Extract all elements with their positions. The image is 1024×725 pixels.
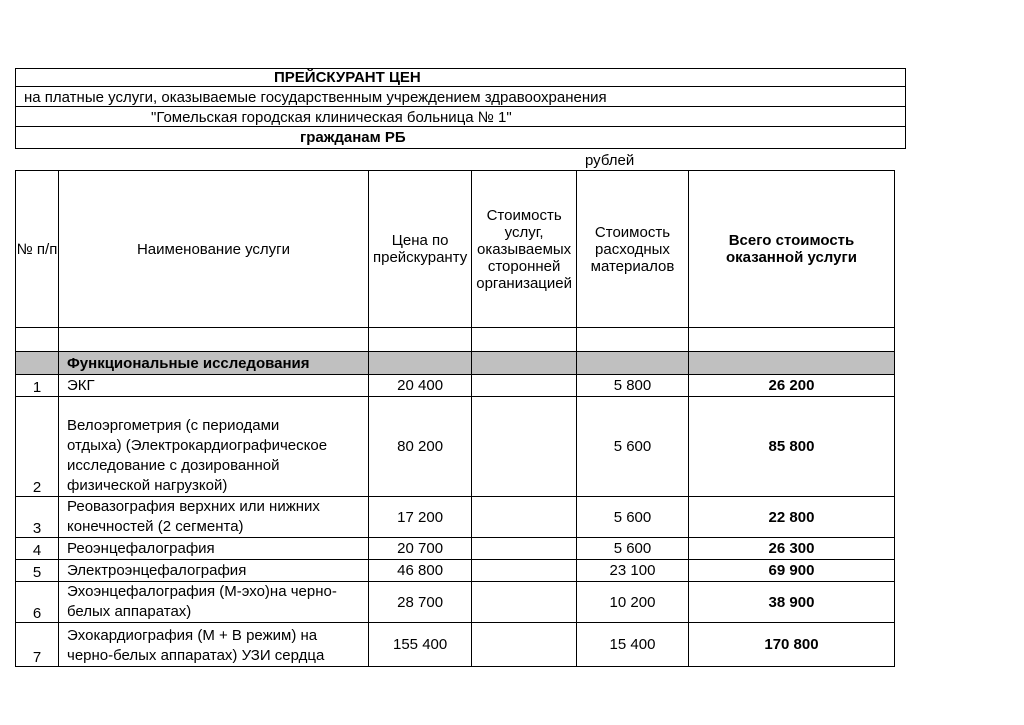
col-total: Всего стоимость оказанной услуги (688, 171, 894, 328)
header-line-3 (15, 129, 906, 147)
table-row: 7 Эхокардиография (М + В режим) на черно-белых аппаратах) УЗИ сердца 155 400 15 400 170 800 (16, 623, 895, 667)
table-row: 4 Реоэнцефалография 20 700 5 600 26 300 (16, 538, 895, 560)
table-row: 6 Эхоэнцефалография (М-эхо)на черно-белых аппаратах) 28 700 10 200 38 900 (16, 582, 895, 623)
table-row: 3 Реовазография верхних или нижних конечностей (2 сегмента) 17 200 5 600 22 800 (16, 497, 895, 538)
price-list-title-text: ПРЕЙСКУРАНТ ЦЕН (274, 69, 421, 86)
col-third-party: Стоимость услуг, оказываемых сторонней организацией (472, 171, 577, 328)
table-row: 2 Велоэргометрия (с периодами отдыха) (Электрокардиографическое исследование с дозированной физической нагрузкой) 80 200 5 600 85 800 (16, 397, 895, 497)
header-line-3-text: гражданам РБ (300, 129, 406, 146)
col-price: Цена по прейскуранту (369, 171, 472, 328)
section-row (16, 352, 895, 375)
header-line-1 (15, 89, 906, 107)
col-num: № п/п (16, 171, 59, 328)
currency-label: рублей (585, 152, 635, 169)
spacer-row (16, 328, 895, 352)
section-title: Функциональные исследования (59, 352, 369, 375)
col-name: Наименование услуги (59, 171, 369, 328)
header-line-2 (15, 109, 906, 127)
price-table (15, 170, 895, 667)
price-list-title (15, 69, 906, 87)
column-header-row (16, 171, 895, 328)
table-row: 5 Электроэнцефалография 46 800 23 100 69 900 (16, 560, 895, 582)
header-line-1-text: на платные услуги, оказываемые государственным учреждением здравоохранения (24, 89, 607, 106)
header-line-2-text: "Гомельская городская клиническая больница № 1" (151, 109, 512, 126)
table-row: 1 ЭКГ 20 400 5 800 26 200 (16, 375, 895, 397)
col-materials: Стоимость расходных материалов (576, 171, 688, 328)
